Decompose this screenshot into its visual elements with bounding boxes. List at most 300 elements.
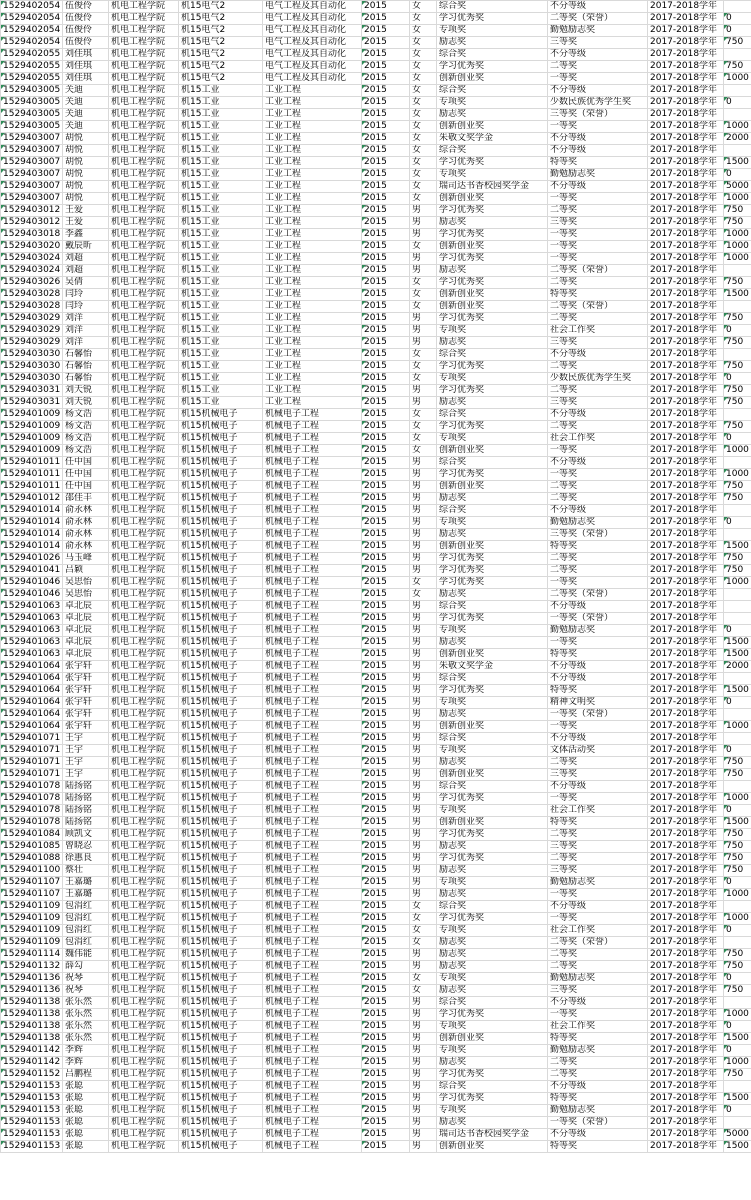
cell-college[interactable]: 机电工程学院 [109, 505, 179, 517]
cell-gender[interactable]: 男 [410, 625, 437, 637]
cell-class[interactable]: 机15机械电子 [179, 829, 263, 841]
cell-class[interactable]: 机15机械电子 [179, 1069, 263, 1081]
cell-gender[interactable]: 女 [410, 193, 437, 205]
cell-award-type[interactable]: 创新创业奖 [437, 481, 548, 493]
cell-college[interactable]: 机电工程学院 [109, 721, 179, 733]
cell-gender[interactable]: 男 [410, 781, 437, 793]
cell-name[interactable]: 戴辰昕 [63, 241, 109, 253]
cell-gender[interactable]: 女 [410, 85, 437, 97]
cell-gender[interactable]: 女 [410, 349, 437, 361]
cell-class[interactable]: 机15机械电子 [179, 409, 263, 421]
cell-college[interactable]: 机电工程学院 [109, 301, 179, 313]
cell-academic-year[interactable]: 2017-2018学年 [648, 193, 724, 205]
cell-award-type[interactable]: 专项奖 [437, 517, 548, 529]
cell-class[interactable]: 机15机械电子 [179, 1141, 263, 1153]
cell-major[interactable]: 机械电子工程 [263, 529, 362, 541]
cell-college[interactable]: 机电工程学院 [109, 541, 179, 553]
cell-name[interactable]: 王宇 [63, 745, 109, 757]
cell-name[interactable]: 杨文浩 [63, 433, 109, 445]
cell-gender[interactable]: 女 [410, 577, 437, 589]
cell-amount[interactable]: 1000 [724, 193, 751, 205]
cell-college[interactable]: 机电工程学院 [109, 901, 179, 913]
cell-name[interactable]: 刘天锐 [63, 385, 109, 397]
cell-academic-year[interactable]: 2017-2018学年 [648, 157, 724, 169]
cell-college[interactable]: 机电工程学院 [109, 745, 179, 757]
cell-academic-year[interactable]: 2017-2018学年 [648, 1129, 724, 1141]
cell-student-id[interactable]: 1529403028 [1, 289, 63, 301]
cell-class[interactable]: 机15电气2 [179, 25, 263, 37]
cell-college[interactable]: 机电工程学院 [109, 385, 179, 397]
cell-award-level[interactable]: 不分等级 [548, 409, 648, 421]
cell-grade[interactable]: 2015 [362, 85, 410, 97]
cell-major[interactable]: 工业工程 [263, 337, 362, 349]
cell-grade[interactable]: 2015 [362, 289, 410, 301]
cell-gender[interactable]: 男 [410, 265, 437, 277]
cell-class[interactable]: 机15电气2 [179, 73, 263, 85]
cell-grade[interactable]: 2015 [362, 409, 410, 421]
cell-amount[interactable]: 750 [724, 853, 751, 865]
cell-class[interactable]: 机15机械电子 [179, 697, 263, 709]
cell-class[interactable]: 机15机械电子 [179, 1045, 263, 1057]
cell-grade[interactable]: 2015 [362, 1021, 410, 1033]
cell-gender[interactable]: 女 [410, 133, 437, 145]
cell-gender[interactable]: 女 [410, 445, 437, 457]
cell-academic-year[interactable]: 2017-2018学年 [648, 901, 724, 913]
cell-award-level[interactable]: 特等奖 [548, 1093, 648, 1105]
cell-amount[interactable]: 2000 [724, 133, 751, 145]
cell-grade[interactable]: 2015 [362, 553, 410, 565]
cell-class[interactable]: 机15电气2 [179, 1, 263, 13]
cell-name[interactable]: 魏伟能 [63, 949, 109, 961]
cell-award-level[interactable]: 不分等级 [548, 145, 648, 157]
cell-award-type[interactable]: 创新创业奖 [437, 121, 548, 133]
cell-academic-year[interactable]: 2017-2018学年 [648, 325, 724, 337]
cell-award-level[interactable]: 不分等级 [548, 1129, 648, 1141]
cell-amount[interactable]: 750 [724, 757, 751, 769]
cell-student-id[interactable]: 1529401114 [1, 949, 63, 961]
cell-college[interactable]: 机电工程学院 [109, 613, 179, 625]
cell-class[interactable]: 机15工业 [179, 145, 263, 157]
cell-student-id[interactable]: 1529401026 [1, 553, 63, 565]
cell-college[interactable]: 机电工程学院 [109, 949, 179, 961]
cell-amount[interactable] [724, 1117, 751, 1129]
cell-gender[interactable]: 男 [410, 337, 437, 349]
cell-award-type[interactable]: 学习优秀奖 [437, 613, 548, 625]
cell-award-type[interactable]: 学习优秀奖 [437, 913, 548, 925]
cell-amount[interactable]: 0 [724, 877, 751, 889]
cell-award-level[interactable]: 二等奖 [548, 961, 648, 973]
cell-major[interactable]: 机械电子工程 [263, 433, 362, 445]
cell-academic-year[interactable]: 2017-2018学年 [648, 361, 724, 373]
cell-amount[interactable]: 750 [724, 37, 751, 49]
cell-grade[interactable]: 2015 [362, 781, 410, 793]
cell-gender[interactable]: 女 [410, 1, 437, 13]
cell-major[interactable]: 机械电子工程 [263, 421, 362, 433]
cell-amount[interactable] [724, 1, 751, 13]
cell-award-type[interactable]: 学习优秀奖 [437, 361, 548, 373]
cell-award-level[interactable]: 不分等级 [548, 661, 648, 673]
cell-major[interactable]: 机械电子工程 [263, 961, 362, 973]
cell-award-type[interactable]: 励志奖 [437, 889, 548, 901]
cell-award-level[interactable]: 特等奖 [548, 1141, 648, 1153]
cell-academic-year[interactable]: 2017-2018学年 [648, 109, 724, 121]
cell-name[interactable]: 吕鹏程 [63, 1069, 109, 1081]
cell-amount[interactable] [724, 349, 751, 361]
cell-academic-year[interactable]: 2017-2018学年 [648, 1033, 724, 1045]
cell-student-id[interactable]: 1529401088 [1, 853, 63, 865]
cell-gender[interactable]: 女 [410, 109, 437, 121]
cell-college[interactable]: 机电工程学院 [109, 1045, 179, 1057]
cell-college[interactable]: 机电工程学院 [109, 241, 179, 253]
cell-name[interactable]: 顾凯文 [63, 829, 109, 841]
cell-award-level[interactable]: 特等奖 [548, 157, 648, 169]
cell-academic-year[interactable]: 2017-2018学年 [648, 565, 724, 577]
cell-amount[interactable] [724, 457, 751, 469]
cell-grade[interactable]: 2015 [362, 361, 410, 373]
cell-class[interactable]: 机15电气2 [179, 61, 263, 73]
cell-amount[interactable]: 750 [724, 841, 751, 853]
cell-award-type[interactable]: 学习优秀奖 [437, 277, 548, 289]
cell-name[interactable]: 徐惠良 [63, 853, 109, 865]
cell-student-id[interactable]: 1529401136 [1, 973, 63, 985]
cell-grade[interactable]: 2015 [362, 181, 410, 193]
cell-award-level[interactable]: 少数民族优秀学生奖 [548, 97, 648, 109]
cell-class[interactable]: 机15机械电子 [179, 925, 263, 937]
cell-academic-year[interactable]: 2017-2018学年 [648, 289, 724, 301]
cell-major[interactable]: 机械电子工程 [263, 409, 362, 421]
cell-class[interactable]: 机15机械电子 [179, 913, 263, 925]
cell-major[interactable]: 工业工程 [263, 109, 362, 121]
cell-class[interactable]: 机15工业 [179, 337, 263, 349]
cell-grade[interactable]: 2015 [362, 1, 410, 13]
cell-name[interactable]: 胡悦 [63, 133, 109, 145]
cell-academic-year[interactable]: 2017-2018学年 [648, 49, 724, 61]
cell-award-type[interactable]: 学习优秀奖 [437, 13, 548, 25]
cell-award-type[interactable]: 学习优秀奖 [437, 205, 548, 217]
cell-gender[interactable]: 女 [410, 925, 437, 937]
cell-college[interactable]: 机电工程学院 [109, 433, 179, 445]
cell-name[interactable]: 吴思怡 [63, 577, 109, 589]
cell-college[interactable]: 机电工程学院 [109, 553, 179, 565]
cell-amount[interactable]: 750 [724, 961, 751, 973]
cell-academic-year[interactable]: 2017-2018学年 [648, 229, 724, 241]
cell-college[interactable]: 机电工程学院 [109, 1021, 179, 1033]
cell-award-level[interactable]: 勤勉励志奖 [548, 25, 648, 37]
cell-gender[interactable]: 男 [410, 325, 437, 337]
cell-academic-year[interactable]: 2017-2018学年 [648, 1117, 724, 1129]
cell-award-level[interactable]: 三等奖 [548, 769, 648, 781]
cell-college[interactable]: 机电工程学院 [109, 865, 179, 877]
cell-name[interactable]: 吕颖 [63, 565, 109, 577]
cell-class[interactable]: 机15机械电子 [179, 709, 263, 721]
cell-amount[interactable]: 0 [724, 433, 751, 445]
cell-class[interactable]: 机15工业 [179, 289, 263, 301]
cell-student-id[interactable]: 1529401063 [1, 625, 63, 637]
cell-college[interactable]: 机电工程学院 [109, 529, 179, 541]
cell-gender[interactable]: 男 [410, 1117, 437, 1129]
cell-name[interactable]: 胡悦 [63, 157, 109, 169]
cell-major[interactable]: 机械电子工程 [263, 457, 362, 469]
cell-student-id[interactable]: 1529403012 [1, 205, 63, 217]
cell-amount[interactable]: 750 [724, 1069, 751, 1081]
cell-college[interactable]: 机电工程学院 [109, 733, 179, 745]
cell-class[interactable]: 机15机械电子 [179, 985, 263, 997]
cell-class[interactable]: 机15机械电子 [179, 997, 263, 1009]
cell-college[interactable]: 机电工程学院 [109, 1081, 179, 1093]
cell-amount[interactable]: 750 [724, 61, 751, 73]
cell-academic-year[interactable]: 2017-2018学年 [648, 469, 724, 481]
cell-major[interactable]: 工业工程 [263, 349, 362, 361]
cell-award-level[interactable]: 不分等级 [548, 901, 648, 913]
cell-gender[interactable]: 女 [410, 241, 437, 253]
cell-academic-year[interactable]: 2017-2018学年 [648, 865, 724, 877]
cell-academic-year[interactable]: 2017-2018学年 [648, 121, 724, 133]
cell-major[interactable]: 机械电子工程 [263, 901, 362, 913]
cell-college[interactable]: 机电工程学院 [109, 289, 179, 301]
cell-student-id[interactable]: 1529401085 [1, 841, 63, 853]
cell-award-level[interactable]: 三等奖 [548, 865, 648, 877]
cell-award-level[interactable]: 社会工作奖 [548, 925, 648, 937]
cell-academic-year[interactable]: 2017-2018学年 [648, 457, 724, 469]
cell-student-id[interactable]: 1529403026 [1, 277, 63, 289]
cell-class[interactable]: 机15机械电子 [179, 517, 263, 529]
cell-academic-year[interactable]: 2017-2018学年 [648, 385, 724, 397]
cell-class[interactable]: 机15机械电子 [179, 949, 263, 961]
cell-amount[interactable]: 0 [724, 169, 751, 181]
cell-award-level[interactable]: 社会工作奖 [548, 433, 648, 445]
cell-college[interactable]: 机电工程学院 [109, 697, 179, 709]
cell-gender[interactable]: 男 [410, 565, 437, 577]
cell-major[interactable]: 机械电子工程 [263, 1045, 362, 1057]
cell-major[interactable]: 机械电子工程 [263, 1009, 362, 1021]
cell-award-level[interactable]: 二等奖（荣誉） [548, 13, 648, 25]
cell-grade[interactable]: 2015 [362, 625, 410, 637]
cell-class[interactable]: 机15机械电子 [179, 649, 263, 661]
cell-college[interactable]: 机电工程学院 [109, 769, 179, 781]
cell-academic-year[interactable]: 2017-2018学年 [648, 277, 724, 289]
cell-amount[interactable]: 750 [724, 205, 751, 217]
cell-award-type[interactable]: 综合奖 [437, 457, 548, 469]
cell-name[interactable]: 李辉 [63, 1057, 109, 1069]
cell-grade[interactable]: 2015 [362, 433, 410, 445]
cell-class[interactable]: 机15工业 [179, 265, 263, 277]
cell-major[interactable]: 机械电子工程 [263, 565, 362, 577]
cell-award-level[interactable]: 一等奖 [548, 913, 648, 925]
cell-class[interactable]: 机15机械电子 [179, 673, 263, 685]
cell-award-type[interactable]: 专项奖 [437, 325, 548, 337]
cell-award-type[interactable]: 创新创业奖 [437, 301, 548, 313]
cell-college[interactable]: 机电工程学院 [109, 565, 179, 577]
cell-grade[interactable]: 2015 [362, 325, 410, 337]
cell-award-level[interactable]: 勤勉励志奖 [548, 1105, 648, 1117]
cell-award-level[interactable]: 特等奖 [548, 1033, 648, 1045]
cell-amount[interactable]: 1000 [724, 73, 751, 85]
cell-name[interactable]: 王嘉璐 [63, 877, 109, 889]
cell-class[interactable]: 机15机械电子 [179, 481, 263, 493]
cell-academic-year[interactable]: 2017-2018学年 [648, 853, 724, 865]
cell-major[interactable]: 电气工程及其自动化 [263, 49, 362, 61]
cell-award-type[interactable]: 学习优秀奖 [437, 313, 548, 325]
cell-grade[interactable]: 2015 [362, 577, 410, 589]
cell-college[interactable]: 机电工程学院 [109, 841, 179, 853]
cell-award-type[interactable]: 创新创业奖 [437, 445, 548, 457]
cell-grade[interactable]: 2015 [362, 109, 410, 121]
cell-name[interactable]: 关迪 [63, 109, 109, 121]
cell-award-level[interactable]: 一等奖 [548, 253, 648, 265]
cell-award-type[interactable]: 创新创业奖 [437, 769, 548, 781]
cell-gender[interactable]: 男 [410, 217, 437, 229]
cell-amount[interactable]: 750 [724, 949, 751, 961]
cell-award-level[interactable]: 二等奖 [548, 553, 648, 565]
cell-grade[interactable]: 2015 [362, 493, 410, 505]
cell-class[interactable]: 机15机械电子 [179, 613, 263, 625]
cell-gender[interactable]: 男 [410, 745, 437, 757]
cell-major[interactable]: 机械电子工程 [263, 601, 362, 613]
cell-award-type[interactable]: 综合奖 [437, 781, 548, 793]
cell-student-id[interactable]: 1529403024 [1, 253, 63, 265]
cell-gender[interactable]: 女 [410, 61, 437, 73]
cell-class[interactable]: 机15工业 [179, 169, 263, 181]
cell-grade[interactable]: 2015 [362, 793, 410, 805]
cell-class[interactable]: 机15机械电子 [179, 1057, 263, 1069]
cell-award-level[interactable]: 二等奖 [548, 829, 648, 841]
cell-major[interactable]: 机械电子工程 [263, 445, 362, 457]
cell-name[interactable]: 张聪 [63, 1105, 109, 1117]
cell-college[interactable]: 机电工程学院 [109, 253, 179, 265]
cell-amount[interactable] [724, 733, 751, 745]
cell-award-level[interactable]: 不分等级 [548, 1, 648, 13]
cell-college[interactable]: 机电工程学院 [109, 1009, 179, 1021]
cell-gender[interactable]: 女 [410, 985, 437, 997]
cell-student-id[interactable]: 1529401011 [1, 469, 63, 481]
cell-award-type[interactable]: 瑞司达书香校园奖学金 [437, 1129, 548, 1141]
cell-major[interactable]: 工业工程 [263, 217, 362, 229]
cell-award-level[interactable]: 一等奖 [548, 241, 648, 253]
cell-name[interactable]: 伍俊伶 [63, 1, 109, 13]
cell-student-id[interactable]: 1529401014 [1, 529, 63, 541]
cell-award-type[interactable]: 综合奖 [437, 1, 548, 13]
cell-class[interactable]: 机15工业 [179, 97, 263, 109]
cell-name[interactable]: 包涓红 [63, 901, 109, 913]
cell-academic-year[interactable]: 2017-2018学年 [648, 1045, 724, 1057]
cell-award-type[interactable]: 综合奖 [437, 409, 548, 421]
cell-student-id[interactable]: 1529401009 [1, 433, 63, 445]
cell-academic-year[interactable]: 2017-2018学年 [648, 553, 724, 565]
cell-grade[interactable]: 2015 [362, 1009, 410, 1021]
cell-grade[interactable]: 2015 [362, 73, 410, 85]
cell-grade[interactable]: 2015 [362, 193, 410, 205]
cell-college[interactable]: 机电工程学院 [109, 397, 179, 409]
cell-college[interactable]: 机电工程学院 [109, 493, 179, 505]
cell-gender[interactable]: 男 [410, 817, 437, 829]
cell-class[interactable]: 机15机械电子 [179, 1009, 263, 1021]
cell-amount[interactable] [724, 613, 751, 625]
cell-award-type[interactable]: 创新创业奖 [437, 721, 548, 733]
cell-student-id[interactable]: 1529401011 [1, 481, 63, 493]
cell-grade[interactable]: 2015 [362, 637, 410, 649]
cell-student-id[interactable]: 1529401064 [1, 685, 63, 697]
cell-name[interactable]: 张宇轩 [63, 709, 109, 721]
cell-name[interactable]: 张宇轩 [63, 685, 109, 697]
cell-academic-year[interactable]: 2017-2018学年 [648, 217, 724, 229]
cell-gender[interactable]: 男 [410, 889, 437, 901]
cell-major[interactable]: 工业工程 [263, 373, 362, 385]
cell-name[interactable]: 卓北辰 [63, 613, 109, 625]
cell-amount[interactable]: 1000 [724, 445, 751, 457]
cell-college[interactable]: 机电工程学院 [109, 805, 179, 817]
cell-major[interactable]: 机械电子工程 [263, 637, 362, 649]
cell-award-level[interactable]: 一等奖 [548, 445, 648, 457]
cell-major[interactable]: 机械电子工程 [263, 1033, 362, 1045]
cell-name[interactable]: 关迪 [63, 85, 109, 97]
cell-grade[interactable]: 2015 [362, 817, 410, 829]
cell-award-type[interactable]: 创新创业奖 [437, 1033, 548, 1045]
cell-academic-year[interactable]: 2017-2018学年 [648, 949, 724, 961]
cell-student-id[interactable]: 1529401012 [1, 493, 63, 505]
cell-major[interactable]: 工业工程 [263, 97, 362, 109]
cell-college[interactable]: 机电工程学院 [109, 265, 179, 277]
cell-award-level[interactable]: 三等奖 [548, 841, 648, 853]
cell-amount[interactable]: 750 [724, 829, 751, 841]
cell-major[interactable]: 机械电子工程 [263, 1069, 362, 1081]
cell-class[interactable]: 机15工业 [179, 373, 263, 385]
cell-academic-year[interactable]: 2017-2018学年 [648, 685, 724, 697]
cell-grade[interactable]: 2015 [362, 421, 410, 433]
cell-college[interactable]: 机电工程学院 [109, 985, 179, 997]
cell-gender[interactable]: 男 [410, 469, 437, 481]
cell-award-type[interactable]: 专项奖 [437, 433, 548, 445]
cell-academic-year[interactable]: 2017-2018学年 [648, 517, 724, 529]
cell-name[interactable]: 张宇轩 [63, 721, 109, 733]
cell-major[interactable]: 工业工程 [263, 205, 362, 217]
cell-college[interactable]: 机电工程学院 [109, 205, 179, 217]
cell-major[interactable]: 机械电子工程 [263, 697, 362, 709]
cell-major[interactable]: 工业工程 [263, 181, 362, 193]
cell-name[interactable]: 包涓红 [63, 925, 109, 937]
cell-student-id[interactable]: 1529401152 [1, 1069, 63, 1081]
cell-academic-year[interactable]: 2017-2018学年 [648, 493, 724, 505]
cell-student-id[interactable]: 1529403005 [1, 121, 63, 133]
cell-amount[interactable]: 1500 [724, 1033, 751, 1045]
cell-grade[interactable]: 2015 [362, 889, 410, 901]
cell-class[interactable]: 机15工业 [179, 193, 263, 205]
cell-academic-year[interactable]: 2017-2018学年 [648, 145, 724, 157]
cell-award-level[interactable]: 一等奖 [548, 637, 648, 649]
cell-name[interactable]: 关迪 [63, 121, 109, 133]
cell-college[interactable]: 机电工程学院 [109, 1093, 179, 1105]
cell-major[interactable]: 机械电子工程 [263, 481, 362, 493]
cell-major[interactable]: 机械电子工程 [263, 1141, 362, 1153]
cell-award-type[interactable]: 综合奖 [437, 505, 548, 517]
cell-major[interactable]: 工业工程 [263, 121, 362, 133]
cell-student-id[interactable]: 1529403007 [1, 193, 63, 205]
cell-college[interactable]: 机电工程学院 [109, 469, 179, 481]
cell-student-id[interactable]: 1529403030 [1, 361, 63, 373]
cell-gender[interactable]: 男 [410, 1033, 437, 1045]
cell-amount[interactable] [724, 409, 751, 421]
cell-gender[interactable]: 男 [410, 673, 437, 685]
cell-class[interactable]: 机15工业 [179, 361, 263, 373]
cell-academic-year[interactable]: 2017-2018学年 [648, 349, 724, 361]
cell-college[interactable]: 机电工程学院 [109, 577, 179, 589]
cell-award-type[interactable]: 专项奖 [437, 1045, 548, 1057]
cell-grade[interactable]: 2015 [362, 541, 410, 553]
cell-major[interactable]: 工业工程 [263, 361, 362, 373]
cell-class[interactable]: 机15工业 [179, 133, 263, 145]
cell-gender[interactable]: 女 [410, 13, 437, 25]
cell-award-level[interactable]: 一等奖 [548, 121, 648, 133]
cell-class[interactable]: 机15机械电子 [179, 973, 263, 985]
